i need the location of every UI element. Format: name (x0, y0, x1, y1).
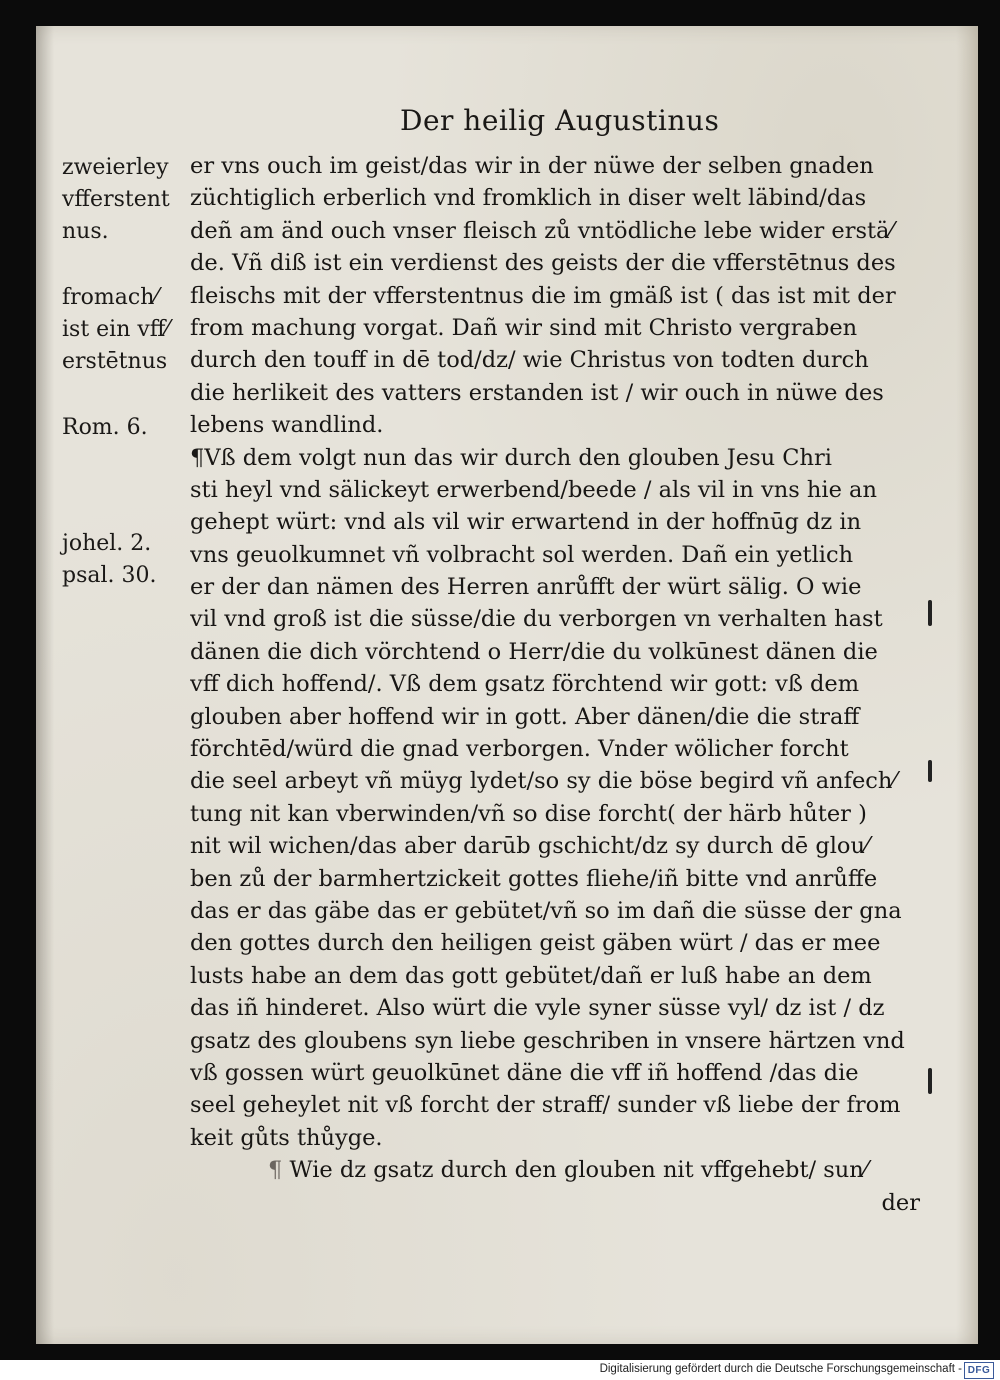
text-line: das iñ hinderet. Also würt die vyle syner süsse vyl/ dz ist / dz (190, 995, 885, 1022)
margin-note-zweierley: zweierley vfferstent nus. (62, 155, 170, 244)
text-line: seel geheylet nit vß forcht der straff/ sunder vß liebe der from (190, 1092, 901, 1119)
paragraph-start-line (190, 442, 930, 474)
pilcrow-icon: ¶ (190, 444, 205, 471)
paragraph-start-line (190, 1154, 930, 1186)
text-line: gehept würt: vnd als vil wir erwartend in der hoffnūg dz in (190, 509, 862, 536)
text-line: er vns ouch im geist/das wir in der nüwe der selben gnaden (190, 153, 874, 179)
text-line: keit gůts thůyge. (190, 1124, 383, 1151)
text-line: lusts habe an dem das gott gebütet/dañ er luß habe an dem (190, 962, 872, 989)
catchword: der (881, 1189, 920, 1216)
text-line: förchtēd/würd die gnad verborgen. Vnder wölicher forcht (190, 736, 849, 763)
pilcrow-icon: ¶ (268, 1157, 290, 1184)
text-line: durch den touff in dē tod/dz/ wie Christus von todten durch (190, 347, 869, 374)
text-line: de. Vñ diß ist ein verdienst des geists der die vfferstētnus des (190, 250, 896, 277)
body-text (190, 150, 930, 1219)
margin-note-rom: Rom. 6. (62, 415, 148, 440)
text-line: den gottes durch den heiligen geist gäben würt / das er mee (190, 930, 881, 957)
text-line: vns geuolkumnet vñ volbracht sol werden. Dañ ein yetlich (190, 541, 854, 568)
text-line: die herlikeit des vatters erstanden ist / wir ouch in nüwe des (190, 379, 884, 406)
text-line: Wie dz gsatz durch den glouben nit vffgehebt/ sun⁄ (289, 1157, 868, 1184)
text-line: nit wil wichen/das aber darūb gschicht/dz sy durch dē glou⁄ (190, 833, 869, 860)
text-line: er der dan nämen des Herren anrůfft der würt sälig. O wie (190, 574, 862, 601)
text-line: gsatz des gloubens syn liebe geschriben in vnsere härtzen vnd (190, 1027, 905, 1054)
gutter-shadow (36, 26, 54, 1344)
text-line: das er das gäbe das er gebütet/vñ so im dañ die süsse der gna (190, 897, 902, 924)
margin-note-fromachung: fromach⁄ ist ein vff⁄ erstētnus (62, 285, 170, 374)
text-line: glouben aber hoffend wir in gott. Aber dänen/die die straff (190, 703, 860, 730)
digitization-credit: Digitalisierung gefördert durch die Deutsche Forschungsgemeinschaft - (599, 1363, 962, 1375)
text-line: deñ am änd ouch vnser fleisch zů vntödliche lebe wider erstä⁄ (190, 217, 894, 244)
text-line: züchtiglich erberlich vnd fromklich in diser welt läbind/das (190, 185, 867, 212)
running-head: Der heilig Augustinus (400, 104, 720, 137)
text-line: tung nit kan vberwinden/vñ so dise forcht( der härb hůter ) (190, 800, 867, 827)
text-line: from machung vorgat. Dañ wir sind mit Christo vergraben (190, 314, 858, 341)
margin-note-johel-psal: johel. 2. psal. 30. (62, 531, 157, 588)
dfg-logo: DFG (964, 1362, 994, 1379)
text-line: ben zů der barmhertzickeit gottes fliehe/iñ bitte vnd anrůffe (190, 865, 878, 892)
text-line: vß gossen würt geuolkūnet däne die vff iñ hoffend /das die (190, 1059, 859, 1086)
page-edge (956, 26, 978, 1344)
text-line: fleischs mit der vfferstentnus die im gmäß ist ( das ist mit der (190, 282, 896, 309)
text-line: Vß dem volgt nun das wir durch den glouben Jesu Chri (204, 444, 832, 471)
text-line: sti heyl vnd sälickeyt erwerbend/beede / als vil in vns hie an (190, 476, 877, 503)
ink-mark (928, 600, 932, 626)
ink-mark (928, 1068, 932, 1094)
ink-mark (928, 760, 932, 782)
text-line: vff dich hoffend/. Vß dem gsatz förchtend wir gott: vß dem (190, 671, 860, 698)
text-line: vil vnd groß ist die süsse/die du verborgen vn verhalten hast (190, 606, 883, 633)
text-line: die seel arbeyt vñ müyg lydet/so sy die böse begird vñ anfech⁄ (190, 768, 897, 795)
text-line: lebens wandlind. (190, 412, 384, 439)
text-line: dänen die dich vörchtend o Herr/die du volkūnest dänen die (190, 638, 878, 665)
